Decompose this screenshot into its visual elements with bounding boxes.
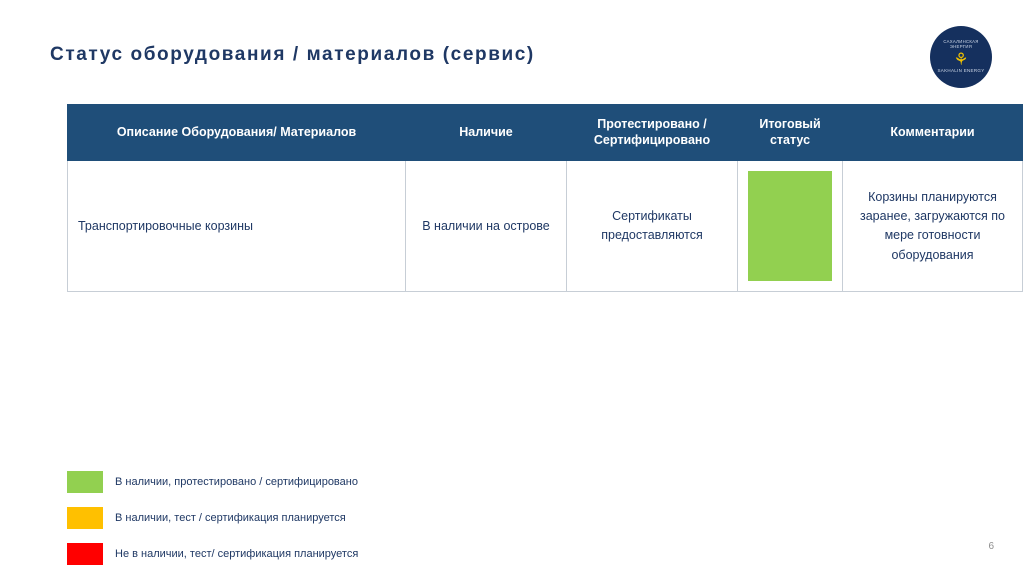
legend-swatch-green: [67, 471, 103, 493]
legend-swatch-red: [67, 543, 103, 565]
page-title: Статус оборудования / материалов (сервис): [50, 44, 535, 65]
legend-swatch-amber: [67, 507, 103, 529]
legend-item: [67, 539, 358, 569]
header-final-status: Итоговый статус: [738, 105, 843, 161]
header-certification: Протестировано / Сертифицировано: [567, 105, 738, 161]
header-comments: Комментарии: [843, 105, 1023, 161]
cell-comment: Корзины планируются заранее, загружаются по мере готовности оборудования: [843, 161, 1023, 292]
legend-label: Не в наличии, тест/ сертификация планируется: [115, 548, 359, 560]
cell-final-status: [738, 161, 843, 292]
legend-label: В наличии, тест / сертификация планируется: [115, 512, 346, 524]
legend-item: [67, 503, 358, 533]
header-description: Описание Оборудования/ Материалов: [68, 105, 406, 161]
legend: [67, 467, 358, 575]
table-body: [68, 161, 1023, 292]
logo-top-text: САХАЛИНСКАЯ ЭНЕРГИЯ: [943, 39, 979, 49]
cell-availability: В наличии на острове: [406, 161, 567, 292]
status-badge: [748, 171, 832, 281]
legend-item: [67, 467, 358, 497]
table-header: [68, 105, 1023, 161]
header-availability: Наличие: [406, 105, 567, 161]
cell-certification: Сертификаты предоставляются: [567, 161, 738, 292]
legend-label: В наличии, протестировано / сертифицировано: [115, 476, 358, 488]
cell-description: Транспортировочные корзины: [68, 161, 406, 292]
page-number: 6: [988, 541, 994, 552]
company-logo: [930, 26, 992, 88]
logo-bottom-text: SAKHALIN ENERGY: [937, 67, 985, 73]
equipment-status-table: [67, 104, 1023, 292]
table-row: [68, 161, 1023, 292]
table-header-row: [68, 105, 1023, 161]
logo-mark-icon: ⚘: [953, 49, 969, 69]
